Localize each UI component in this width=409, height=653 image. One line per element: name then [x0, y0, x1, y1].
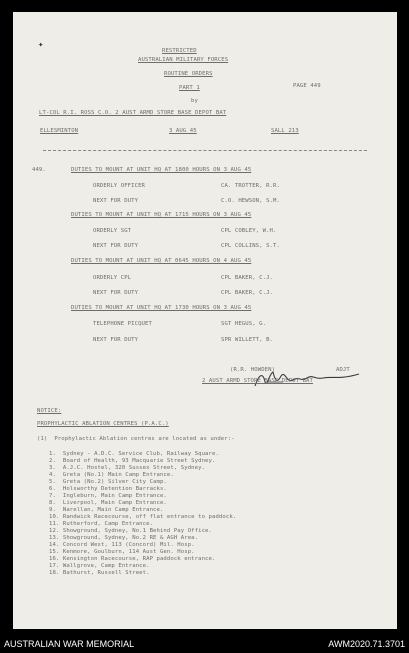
document-page: [13, 12, 397, 629]
duty-role: NEXT FOR DUTY: [93, 290, 139, 296]
duty-name: CPL BAKER, C.J.: [221, 275, 274, 281]
notice-intro: (1) Prophylactic Ablation centres are located as under:-: [37, 436, 235, 442]
signatory-name: (R.R. HOWDEN): [230, 367, 276, 373]
duty-title: DUTIES TO MOUNT AT UNIT HQ AT 1715 HOURS ON 3 AUG 45: [71, 212, 252, 218]
list-item: 7. Ingleburn, Main Camp Entrance.: [49, 493, 167, 499]
officer-line: LT-COL R.I. ROSS C.O. 2 AUST ARMD STORE BASE DEPOT BAT: [39, 110, 227, 116]
place: ELLESMINTON: [40, 128, 79, 134]
duty-name: CPL COBLEY, W.H.: [221, 228, 277, 234]
duty-role: NEXT FOR DUTY: [93, 243, 139, 249]
duty-name: CA. TROTTER, R.R.: [221, 183, 280, 189]
duty-role: ORDERLY OFFICER: [93, 183, 146, 189]
duty-role: ORDERLY CPL: [93, 275, 132, 281]
signatory-rank: ADJT: [336, 367, 350, 373]
notice-heading: NOTICE:: [37, 408, 62, 414]
list-item: 9. Narellan, Main Camp Entrance.: [49, 507, 164, 513]
duty-name: C.O. HEWSON, S.M.: [221, 198, 280, 204]
orders-title: ROUTINE ORDERS: [164, 71, 213, 77]
duty-name: CPL BAKER, C.J.: [221, 290, 274, 296]
part-label: PART 1: [179, 85, 200, 91]
classification: RESTRICTED: [162, 48, 197, 54]
duty-role: ORDERLY SGT: [93, 228, 132, 234]
duty-name: CPL COLLINS, S.T.: [221, 243, 280, 249]
duty-name: SPR WILLETT, B.: [221, 337, 274, 343]
list-item: 10. Randwick Racecourse, off flat entrance to paddock.: [49, 514, 237, 520]
list-item: 4. Greta (No.1) Main Camp Entrance.: [49, 472, 174, 478]
list-item: 13. Showground, Sydney, No.2 RE & AGH Area.: [49, 535, 199, 541]
duty-role: NEXT FOR DUTY: [93, 198, 139, 204]
archive-footer: [0, 631, 409, 653]
duty-title: DUTIES TO MOUNT AT UNIT HQ AT 1800 HOURS ON 3 AUG 45: [71, 167, 252, 173]
list-item: 8. Liverpool, Main Camp Entrance.: [49, 500, 167, 506]
serial: SALL 213: [271, 128, 299, 134]
header-divider: [43, 150, 367, 151]
list-item: 12. Showground, Sydney, No.1 Behind Pay Office.: [49, 528, 212, 534]
footer-institution: AUSTRALIAN WAR MEMORIAL: [4, 639, 135, 649]
list-item: 15. Kenmore, Goulburn, 114 Aust Gen. Hosp.: [49, 549, 195, 555]
force-title: AUSTRALIAN MILITARY FORCES: [138, 57, 229, 63]
footer-accession-id: AWM2020.71.3701: [328, 639, 405, 649]
list-item: 14. Concord West, 113 (Concord) Mil. Hosp.: [49, 542, 195, 548]
duty-name: SGT HEGUS, G.: [221, 321, 267, 327]
date: 3 AUG 45: [169, 128, 197, 134]
signatory-unit: 2 AUST ARMD STORE BASE DEPOT BAT: [202, 378, 313, 384]
duty-title: DUTIES TO MOUNT AT UNIT HQ AT 1730 HOURS ON 3 AUG 45: [71, 305, 252, 311]
duty-title: DUTIES TO MOUNT AT UNIT HQ AT 0645 HOURS ON 4 AUG 45: [71, 258, 252, 264]
list-item: 16. Kensington Racecourse, RAP paddock entrance.: [49, 556, 216, 562]
list-item: 6. Holsworthy Detention Barracks.: [49, 486, 167, 492]
item-number: 449.: [32, 167, 46, 173]
punch-hole-mark: ✦: [38, 40, 44, 50]
by-label: by: [191, 98, 198, 104]
list-item: 2. Board of Health, 93 Macquarie Street Sydney.: [49, 458, 216, 464]
list-item: 3. A.J.C. Hostel, 320 Sussex Street, Sydney.: [49, 465, 206, 471]
list-item: 5. Greta (No.2) Silver City Camp.: [49, 479, 167, 485]
duty-role: NEXT FOR DUTY: [93, 337, 139, 343]
list-item: 17. Wallgrove, Camp Entrance.: [49, 563, 150, 569]
page-number: PAGE 449: [293, 83, 321, 89]
list-item: 11. Rutherford, Camp Entrance.: [49, 521, 154, 527]
list-item: 18. Bathurst, Russell Street.: [49, 570, 150, 576]
notice-subheading: PROPHYLACTIC ABLATION CENTRES (P.A.C.): [37, 421, 169, 427]
list-item: 1. Sydney - A.D.C. Service Club, Railway Square.: [49, 451, 219, 457]
duty-role: TELEPHONE PICQUET: [93, 321, 152, 327]
